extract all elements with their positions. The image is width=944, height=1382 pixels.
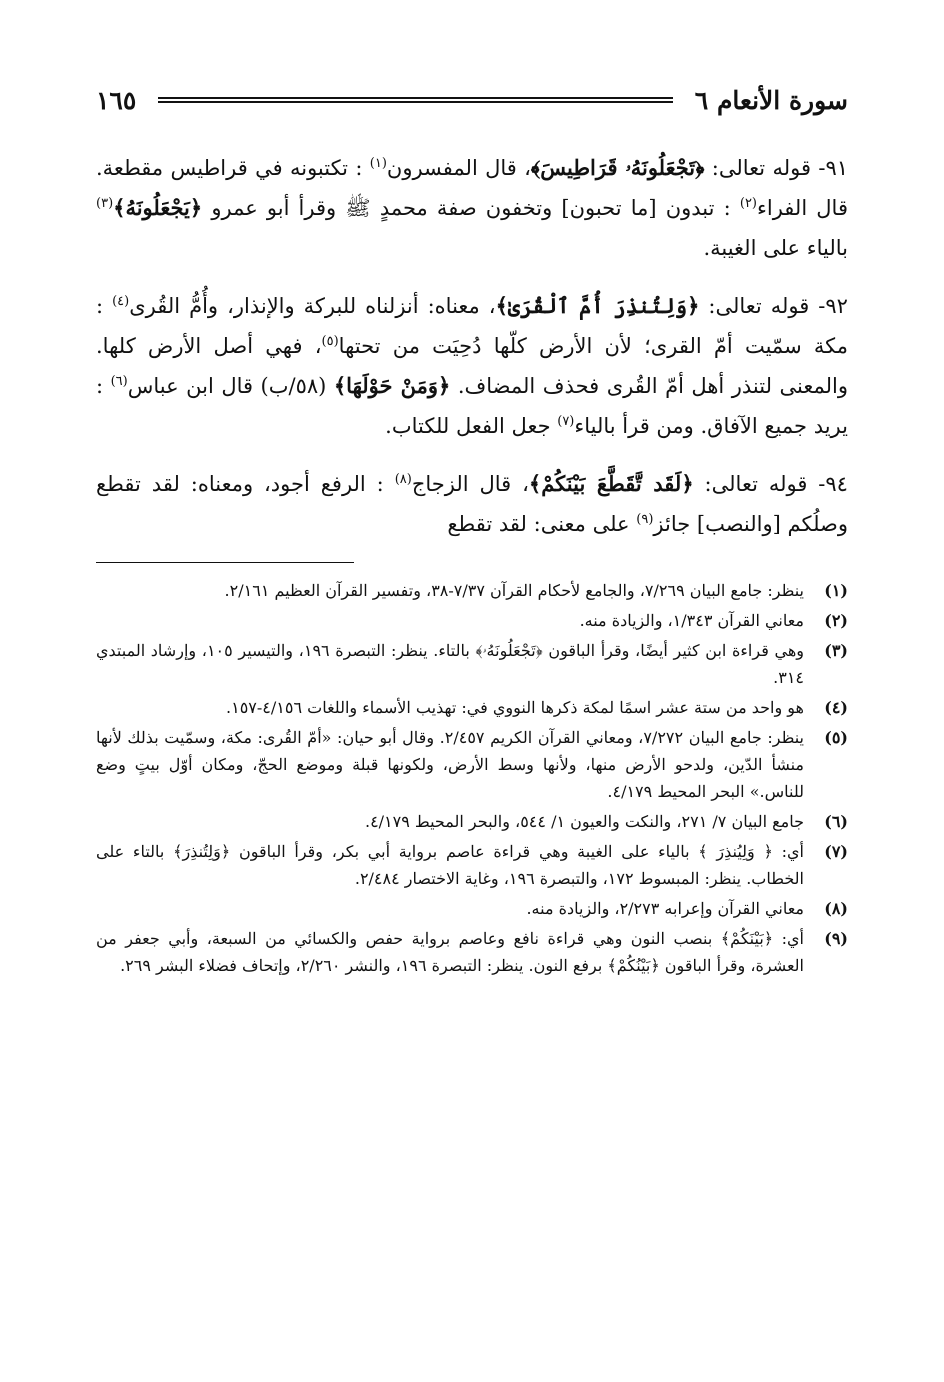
footnote-separator	[96, 562, 354, 563]
book-page	[96, 80, 848, 1322]
footnote-text: ينظر: جامع البيان ٧/٢٦٩، والجامع لأحكام القرآن ٧/٣٧-٣٨، وتفسير القرآن العظيم ٢/١٦١.	[224, 581, 804, 600]
text-run: ، فهي أصل الأرض كلها. والمعنى لتنذر أهل أمّ القُرى فحذف المضاف.	[96, 334, 849, 398]
footnote-number: (٤)	[824, 698, 848, 717]
page-number: ١٦٥	[96, 85, 137, 115]
quran-quote: ﴿وَمَنْ حَوْلَهَا﴾	[333, 373, 451, 398]
footnote-number: (٥)	[824, 728, 848, 747]
footnote	[96, 694, 848, 721]
running-header	[96, 80, 848, 120]
text-run: : تكتبونه في قراطيس مقطعة. قال الفراء	[96, 156, 848, 220]
footnote-text: معاني القرآن وإعرابه ٢/٢٧٣، والزيادة منه.	[526, 899, 804, 918]
main-text	[96, 148, 848, 544]
footnotes	[96, 577, 848, 979]
footnote	[96, 637, 848, 691]
footnote-text: أي: ﴿بَيْنَكُمْ﴾ بنصب النون وهي قراءة نافع وعاصم برواية حفص والكسائي من السبعة، وأبي جعفر من العشرة، وقرأ الباقون ﴿بَيْنُكُمْ﴾ برفع النون. ينظر: التبصرة ١٩٦، والنشر ٢/٢٦٠، وإتحاف فضلاء البشر ٢٦٩.	[96, 929, 804, 975]
text-run: : تبدون [ما تحبون] وتخفون صفة محمدٍ ﷺ وقرأ أبو عمرو	[202, 196, 740, 220]
quran-quote: ﴿يَجْعَلُونَهُ﴾	[113, 195, 203, 220]
paragraph-verse-94	[96, 464, 848, 544]
chapter-title: سورة الأنعام ٦	[694, 85, 848, 115]
footnote-text: ينظر: جامع البيان ٧/٢٧٢، ومعاني القرآن الكريم ٢/٤٥٧. وقال أبو حيان: «أمّ القُرى: مكة، وسمّيت بذلك لأنها منشأ الدّين، ولدحو الأرض منها، ولأنها وسط الأرض، ولكونها قبلة وموضع الحجّ، ومكان أوّل بيتٍ وضع للناس.» البحر المحيط ٤/١٧٩.	[96, 728, 804, 801]
quran-quote: ﴿وَلِتُنذِرَ أُمَّ ٱلْقُرَىٰ﴾	[495, 293, 700, 318]
footnote-ref: (٧)	[557, 414, 575, 429]
text-run: : مكة سمّيت أمّ القرى؛ لأن الأرض كلّها دُحِيَت من تحتها	[96, 294, 849, 358]
footnote-number: (٦)	[824, 812, 848, 831]
footnote-ref: (٨)	[394, 472, 412, 487]
footnote	[96, 925, 848, 979]
footnote-ref: (٤)	[112, 294, 130, 309]
text-run: بالياء على الغيبة.	[703, 236, 848, 260]
footnote	[96, 895, 848, 922]
text-run: : الرفع أجود، ومعناه: لقد تقطع وصلُكم [والنصب] جائز	[96, 472, 848, 536]
quran-quote: ﴿لَقَد تَّقَطَّعَ بَيْنَكُمْ﴾	[528, 471, 694, 496]
footnote	[96, 838, 848, 892]
footnote-ref: (٦)	[110, 374, 128, 389]
footnote-number: (٢)	[824, 611, 848, 630]
footnote-number: (٨)	[824, 899, 848, 918]
footnote-text: جامع البيان ٧/ ٢٧١، والنكت والعيون ١/ ٥٤٤، والبحر المحيط ٤/١٧٩.	[364, 812, 804, 831]
footnote-text: معاني القرآن ١/٣٤٣، والزيادة منه.	[579, 611, 804, 630]
paragraph-verse-92	[96, 286, 848, 446]
text-run: جعل الفعل للكتاب.	[385, 414, 558, 438]
text-run: ، معناه: أنزلناه للبركة والإنذار، وأُمُّ القُرى	[129, 294, 496, 318]
footnote-number: (٩)	[824, 929, 848, 948]
paragraph-verse-91	[96, 148, 848, 268]
footnote-ref: (٩)	[636, 512, 654, 527]
header-double-rule	[158, 97, 673, 103]
footnote-number: (١)	[824, 581, 848, 600]
footnote-number: (٧)	[824, 842, 848, 861]
footnote-text: وهي قراءة ابن كثير أيضًا، وقرأ الباقون ﴿تَجْعَلُونَهُۥ﴾ بالتاء. ينظر: التبصرة ١٩٦، والتيسير ١٠٥، وإرشاد المبتدي ٣١٤.	[96, 641, 805, 687]
quran-quote: ﴿تَجْعَلُونَهُۥ قَرَاطِيسَ﴾	[530, 155, 705, 180]
footnote	[96, 724, 848, 805]
footnote-ref: (٥)	[321, 334, 339, 349]
footnote-text: هو واحد من ستة عشر اسمًا لمكة ذكرها النووي في: تهذيب الأسماء واللغات ٤/١٥٦-١٥٧.	[226, 698, 804, 717]
text-run: ٩٢- قوله تعالى:	[699, 294, 848, 318]
footnote-number: (٣)	[824, 641, 848, 660]
footnote-ref: (٣)	[96, 196, 114, 211]
text-run: (٥٨/ب) قال ابن عباس	[127, 374, 334, 398]
text-run: على معنى: لقد تقطع	[447, 512, 637, 536]
footnote-text: أي: ﴿ وَلِيُنذِرَ ﴾ بالياء على الغيبة وهي قراءة عاصم برواية أبي بكر، وقرأ الباقون ﴿وَلِتُنذِرَ﴾ بالتاء على الخطاب. ينظر: المبسوط ١٧٢، والتبصرة ١٩٦، وغاية الاختصار ٢/٤٨٤.	[96, 842, 804, 888]
footnote	[96, 607, 848, 634]
text-run: ، قال الزجاج	[411, 472, 529, 496]
text-run: ، قال المفسرون	[386, 156, 531, 180]
text-run: ٩٤- قوله تعالى:	[693, 472, 848, 496]
footnote	[96, 577, 848, 604]
text-run: : يريد جميع الآفاق. ومن قرأ بالياء	[96, 374, 848, 438]
text-run: ٩١- قوله تعالى:	[704, 156, 848, 180]
footnote-ref: (١)	[369, 156, 387, 171]
footnote-ref: (٢)	[739, 196, 757, 211]
footnote	[96, 808, 848, 835]
